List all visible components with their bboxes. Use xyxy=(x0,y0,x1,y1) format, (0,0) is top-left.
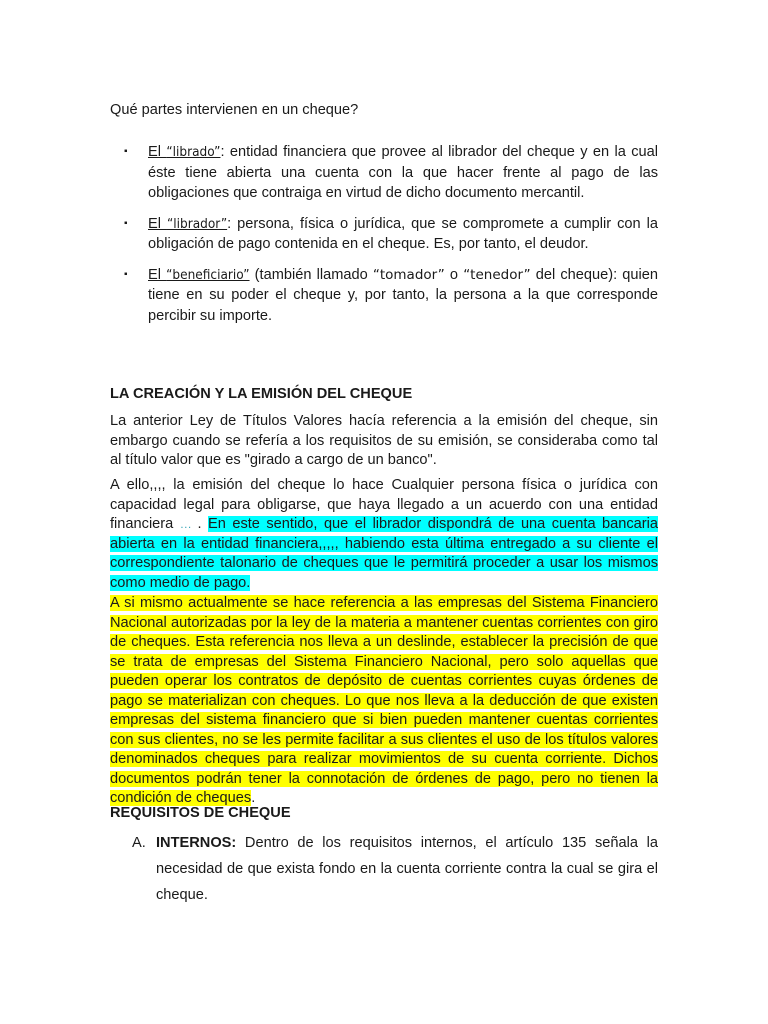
term-prefix: El xyxy=(148,266,167,283)
ellipsis-mark: … xyxy=(179,517,198,531)
term-quoted: “beneficiario” xyxy=(166,266,250,283)
paragraph-emision xyxy=(110,476,658,593)
term-librado xyxy=(148,144,220,160)
list-item xyxy=(110,214,658,255)
bullet-square-icon: ▪ xyxy=(124,217,128,229)
term-definition-part: del cheque): quien tiene en su poder el cheque y, por tanto, la persona a la que corresponde percibir su importe. xyxy=(148,266,658,324)
requisitos-list xyxy=(110,830,658,908)
paragraph-sistema-financiero xyxy=(110,594,658,809)
list-item xyxy=(110,830,658,908)
question-line: Qué partes intervienen en un cheque? xyxy=(110,102,359,118)
term-definition-part: o xyxy=(444,266,464,283)
term-librador xyxy=(148,216,227,232)
bullet-square-icon: ▪ xyxy=(124,146,128,157)
bullet-square-icon: ▪ xyxy=(124,268,128,280)
yellow-highlighted-text: A si mismo actualmente se hace referencia a las empresas del Sistema Financiero Nacional autorizadas por la ley de la materia a mantener cuentas corrientes con giro de cheques. Esta referencia nos lleva a un deslinde, establecer la precisión de que se trata de empresas del Sistema Financiero Nacional, pero solo aquellas que pueden operar los contratos de depósito de cuentas corrientes cuyas órdenes de pago se materializan con cheques. Lo que nos lleva a la deducción de que existen empresas del sistema financiero que si bien pueden mantener cuentas corrientes con sus clientes, no se les permite facilitar a sus clientes el uso de los títulos valores denominados cheques para realizar movimientos de su cuenta corriente. Dichos documentos podrán tener la connotación de órdenes de pago, pero no tienen la condición de cheques xyxy=(110,595,658,806)
alt-term-tenedor: “tenedor” xyxy=(463,266,531,283)
term-definition: : persona, física o jurídica, que se compromete a cumplir con la obligación de pago contenida en el cheque. Es, por tanto, el deudor. xyxy=(148,215,658,252)
alt-term-tomador: “tomador” xyxy=(372,266,445,283)
term-prefix: El xyxy=(148,144,167,160)
term-prefix: El xyxy=(148,215,167,232)
cyan-highlighted-text: En este sentido, que el librador dispondrá de una cuenta bancaria abierta en la entidad financiera,,,,, habiendo esta última entregado a su cliente el correspondiente talonario de cheques que le permitirá proceder a usar los mismos como medio de pago. xyxy=(110,516,659,591)
term-quoted: “librado” xyxy=(166,144,221,160)
period-mark: . xyxy=(251,790,256,806)
term-quoted: “librador” xyxy=(166,215,228,232)
section-heading-creacion: LA CREACIÓN Y LA EMISIÓN DEL CHEQUE xyxy=(110,386,413,402)
period-mark: . xyxy=(197,516,209,532)
term-definition-part: (también llamado xyxy=(249,266,373,283)
list-item xyxy=(110,265,658,327)
section-heading-requisitos: REQUISITOS DE CHEQUE xyxy=(110,805,291,821)
paragraph-ley-anterior: La anterior Ley de Títulos Valores hacía referencia a la emisión del cheque, sin embargo cuando se refería a los requisitos de su emisión, se consideraba como tal al título valor que es "girado a cargo de un banco". xyxy=(110,413,658,468)
paragraph-text: A ello,,,, la emisión del cheque lo hace Cualquier persona física o jurídica con capacidad legal para obligarse, que haya llegado a un acuerdo con una entidad financiera xyxy=(110,477,658,532)
parties-list xyxy=(110,142,658,336)
list-item xyxy=(110,142,658,204)
requisito-label: INTERNOS: xyxy=(156,835,237,851)
term-beneficiario xyxy=(148,267,250,283)
term-definition: : entidad financiera que provee al librador del cheque y en la cual éste tiene abierta una cuenta con la que hacer frente al pago de las obligaciones que contraiga en virtud de dicho documento mercantil. xyxy=(148,144,658,201)
requisito-text: Dentro de los requisitos internos, el artículo 135 señala la necesidad de que exista fondo en la cuenta corriente contra la cual se gira el cheque. xyxy=(156,835,658,903)
list-marker: A. xyxy=(132,835,146,851)
